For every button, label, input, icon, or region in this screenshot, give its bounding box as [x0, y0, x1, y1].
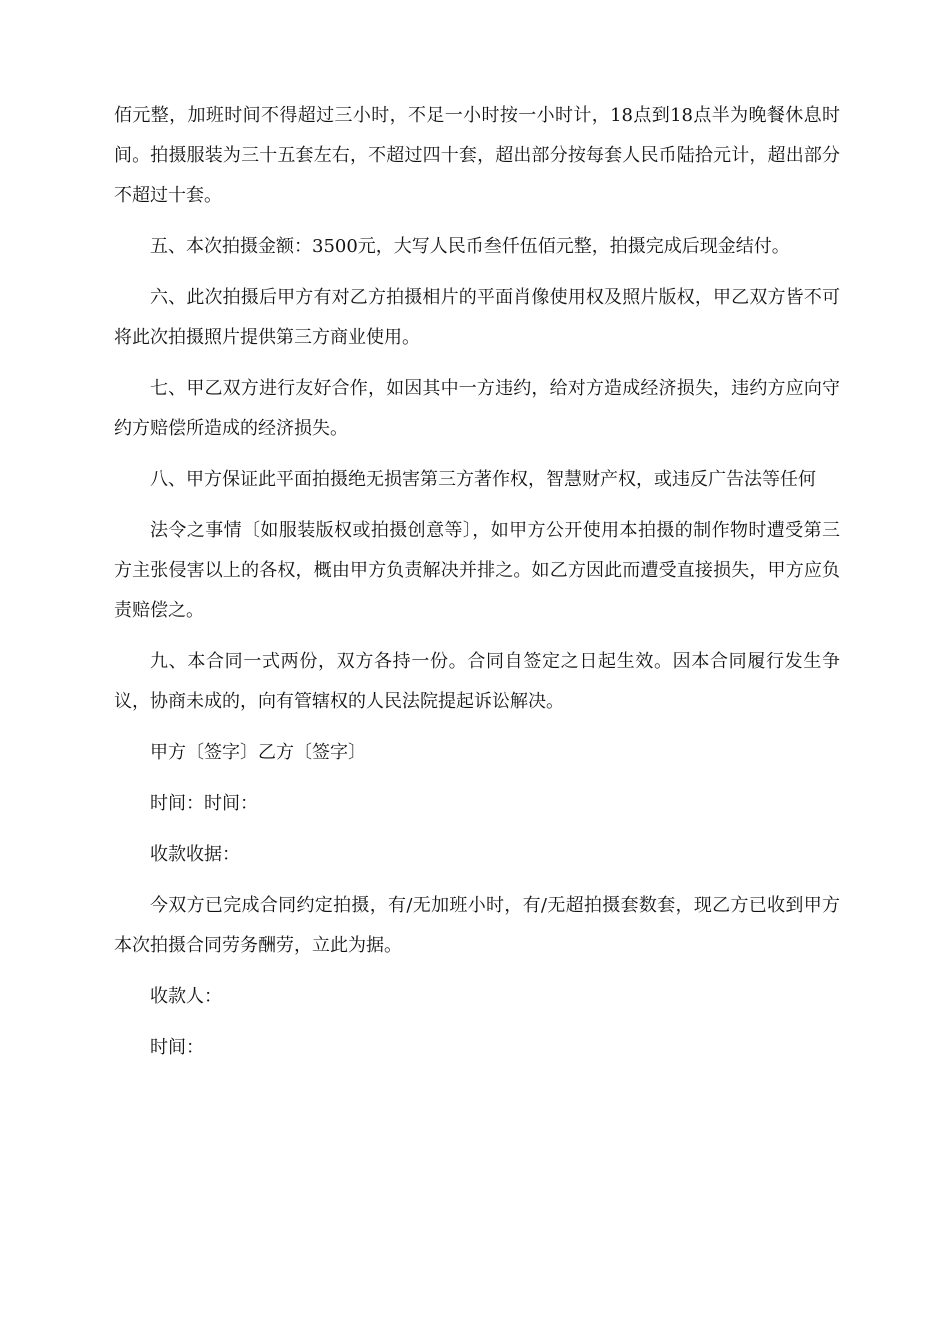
paragraph-fee-overtime: 佰元整，加班时间不得超过三小时，不足一小时按一小时计，18点到18点半为晚餐休息时间。拍摄服装为三十五套左右，不超过四十套，超出部分按每套人民币陆拾元计，超出部分不超过十套。 — [114, 105, 840, 206]
paragraph-clause-6: 六、此次拍摄后甲方有对乙方拍摄相片的平面肖像使用权及照片版权，甲乙双方皆不可将此次拍摄照片提供第三方商业使用。 — [114, 287, 840, 348]
date-line: 时间：时间： — [150, 793, 258, 814]
paragraph-clause-7: 七、甲乙双方进行友好合作，如因其中一方违约，给对方造成经济损失，违约方应向守约方赔偿所造成的经济损失。 — [114, 378, 840, 439]
paragraph-clause-8-continued: 法令之事情〔如服装版权或拍摄创意等〕，如甲方公开使用本拍摄的制作物时遭受第三方主张侵害以上的各权，概由甲方负责解决并排之。如乙方因此而遭受直接损失，甲方应负责赔偿之。 — [114, 520, 840, 621]
paragraph-clause-9: 九、本合同一式两份，双方各持一份。合同自签定之日起生效。因本合同履行发生争议，协商未成的，向有管辖权的人民法院提起诉讼解决。 — [114, 651, 840, 712]
receipt-statement: 今双方已完成合同约定拍摄，有/无加班小时，有/无超拍摄套数套，现乙方已收到甲方本次拍摄合同劳务酬劳，立此为据。 — [114, 895, 840, 956]
receipt-date-line: 时间： — [150, 1037, 204, 1058]
payee-line: 收款人： — [150, 986, 222, 1007]
paragraph-clause-8: 八、甲方保证此平面拍摄绝无损害第三方著作权，智慧财产权，或违反广告法等任何 — [150, 469, 816, 490]
receipt-heading: 收款收据： — [150, 844, 240, 865]
document-body — [114, 96, 840, 1079]
paragraph-clause-5: 五、本次拍摄金额：3500元，大写人民币叁仟伍佰元整，拍摄完成后现金结付。 — [150, 236, 790, 257]
signature-line: 甲方〔签字〕乙方〔签字〕 — [150, 742, 366, 763]
